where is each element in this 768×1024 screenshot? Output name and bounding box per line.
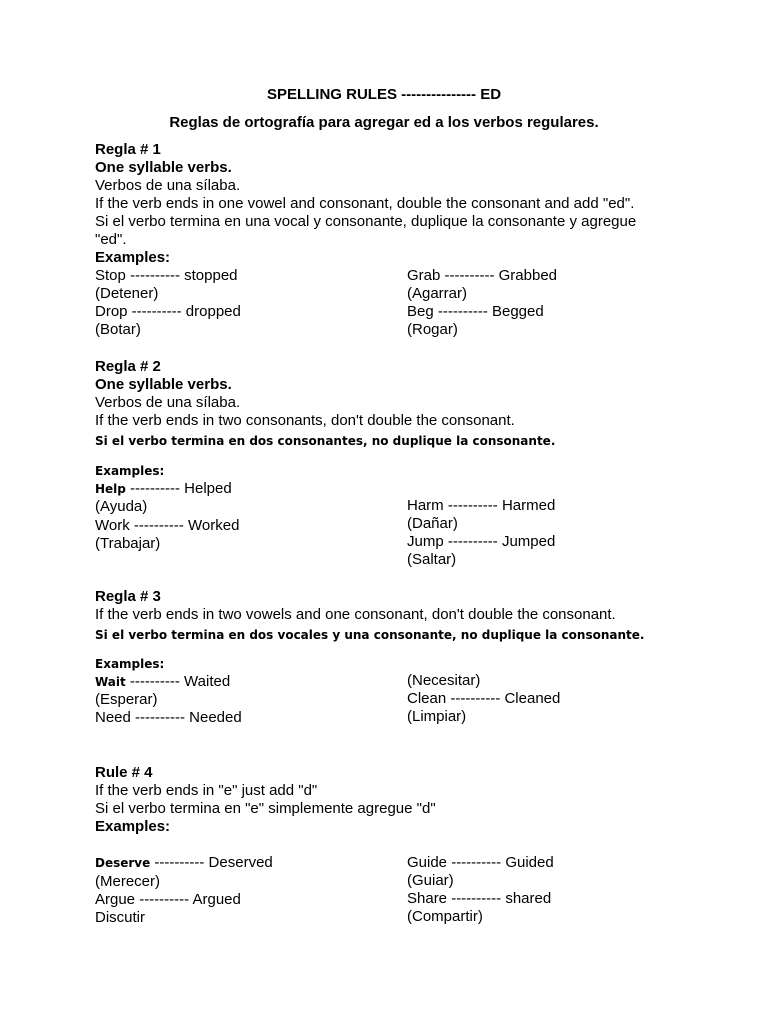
rule3-example-left xyxy=(95,673,230,691)
rule2-example-right: (Saltar) xyxy=(407,551,457,568)
rule3-first-rest: ---------- Waited xyxy=(125,673,231,690)
rule1-line: Verbos de una sílaba. xyxy=(95,177,241,194)
rule4-example-left xyxy=(95,854,273,872)
rule2-example-left: (Trabajar) xyxy=(95,535,161,552)
rule4-example-right: (Compartir) xyxy=(407,908,483,925)
rule2-example-right: (Dañar) xyxy=(407,515,458,532)
rule2-examples-label: Examples: xyxy=(95,464,165,478)
rule1-example-right: Grab ---------- Grabbed xyxy=(407,267,558,284)
rule4-examples-label: Examples: xyxy=(95,818,171,835)
rule3-first-word: Wait xyxy=(95,675,126,689)
rule1-line: "ed". xyxy=(95,231,127,248)
rule1-heading: Regla # 1 xyxy=(95,141,161,158)
rule3-example-right: Clean ---------- Cleaned xyxy=(407,690,561,707)
rule1-example-left: Stop ---------- stopped xyxy=(95,267,238,284)
rule1-example-right: (Agarrar) xyxy=(407,285,468,302)
page-subtitle: Reglas de ortografía para agregar ed a los verbos regulares. xyxy=(169,114,599,131)
rule1-example-left: (Botar) xyxy=(95,321,141,338)
rule1-example-left: Drop ---------- dropped xyxy=(95,303,241,320)
rule3-examples-label: Examples: xyxy=(95,657,165,671)
rule3-example-right: (Limpiar) xyxy=(407,708,467,725)
rule1-examples-label: Examples: xyxy=(95,249,171,266)
rule2-example-right: Harm ---------- Harmed xyxy=(407,497,556,514)
rule2-line: Verbos de una sílaba. xyxy=(95,394,241,411)
rule2-example-left xyxy=(95,480,232,498)
rule1-example-right: (Rogar) xyxy=(407,321,458,338)
rule3-example-left: Need ---------- Needed xyxy=(95,709,242,726)
rule2-heading: Regla # 2 xyxy=(95,358,161,375)
rule4-line: If the verb ends in "e" just add "d" xyxy=(95,782,318,799)
rule4-example-right: Share ---------- shared xyxy=(407,890,552,907)
rule4-example-left: Argue ---------- Argued xyxy=(95,891,241,908)
rule2-example-left: Work ---------- Worked xyxy=(95,517,240,534)
rule1-example-left: (Detener) xyxy=(95,285,159,302)
rule1-line: If the verb ends in one vowel and consonant, double the consonant and add "ed". xyxy=(95,195,635,212)
rule4-example-left: (Merecer) xyxy=(95,873,161,890)
rule1-subheading: One syllable verbs. xyxy=(95,159,232,176)
page-title: SPELLING RULES --------------- ED xyxy=(266,86,502,103)
rule2-first-word: Help xyxy=(95,482,126,496)
rule1-line: Si el verbo termina en una vocal y consonante, duplique la consonante y agregue xyxy=(95,213,637,230)
rule2-spanish: Si el verbo termina en dos consonantes, no duplique la consonante. xyxy=(95,434,556,448)
rule4-first-rest: ---------- Deserved xyxy=(150,854,273,871)
rule2-first-rest: ---------- Helped xyxy=(125,480,232,497)
rule2-line: If the verb ends in two consonants, don't double the consonant. xyxy=(95,412,515,429)
rule1-example-right: Beg ---------- Begged xyxy=(407,303,544,320)
rule3-spanish: Si el verbo termina en dos vocales y una consonante, no duplique la consonante. xyxy=(95,628,645,642)
rule4-example-right: Guide ---------- Guided xyxy=(407,854,554,871)
rule4-example-right: (Guiar) xyxy=(407,872,454,889)
rule3-heading: Regla # 3 xyxy=(95,588,161,605)
rule2-example-right: Jump ---------- Jumped xyxy=(407,533,556,550)
rule4-line: Si el verbo termina en "e" simplemente agregue "d" xyxy=(95,800,436,817)
rule2-example-left: (Ayuda) xyxy=(95,498,148,515)
rule4-example-left: Discutir xyxy=(95,909,146,926)
rule4-heading: Rule # 4 xyxy=(95,764,153,781)
rule3-line: If the verb ends in two vowels and one consonant, don't double the consonant. xyxy=(95,606,616,623)
rule4-first-word: Deserve xyxy=(95,856,151,870)
rule2-subheading: One syllable verbs. xyxy=(95,376,232,393)
rule3-example-right: (Necesitar) xyxy=(407,672,481,689)
rule3-example-left: (Esperar) xyxy=(95,691,158,708)
